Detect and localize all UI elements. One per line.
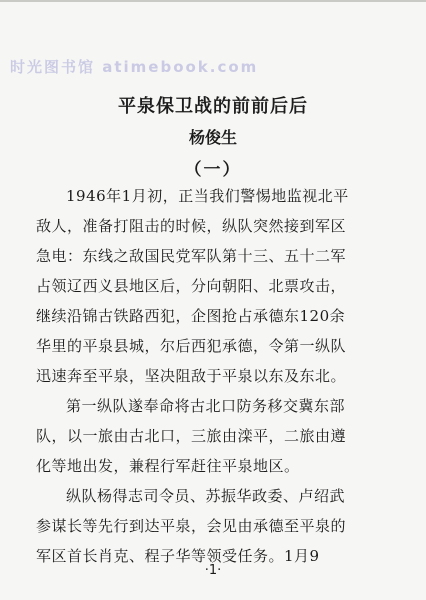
text-line: 参谋长等先行到达平泉，会见由承德至平泉的: [36, 517, 347, 535]
text-line: 继续沿锦古铁路西犯，企图抢占承德东120余: [36, 307, 346, 325]
text-line: 化等地出发，兼程行军赶往平泉地区。: [36, 457, 300, 475]
text-line: 第一纵队遂奉命将古北口防务移交冀东部: [66, 397, 346, 415]
page-number: ·1·: [204, 563, 222, 578]
section-number: （一）: [184, 160, 242, 180]
text-line: 急电：东线之敌国民党军队第十三、五十二军: [36, 247, 347, 265]
text-line: 华里的平泉县城，尔后西犯承德，令第一纵队: [36, 337, 347, 355]
text-line: 迅速奔至平泉，坚决阻敌于平泉以东及东北。: [36, 367, 347, 385]
text-line: 占领辽西义县地区后，分向朝阳、北票攻击，: [36, 277, 347, 295]
article-title: 平泉保卫战的前前后后: [118, 96, 308, 117]
watermark: 时光图书馆 atimebook.com: [10, 58, 259, 76]
text-line: 敌人，准备打阻击的时候，纵队突然接到军区: [36, 217, 347, 235]
body-text: [36, 181, 396, 571]
text-line: 队，以一旅由古北口，三旅由滦平，二旅由遵: [36, 427, 347, 445]
text-line: 1946年1月初，正当我们警惕地监视北平: [66, 187, 349, 205]
author-name: 杨俊生: [188, 128, 237, 147]
text-line: 纵队杨得志司令员、苏振华政委、卢绍武: [66, 487, 346, 505]
text-line: 军区首长肖克、程子华等领受任务。1月9: [36, 547, 320, 565]
page-top-edge: [0, 0, 426, 2]
